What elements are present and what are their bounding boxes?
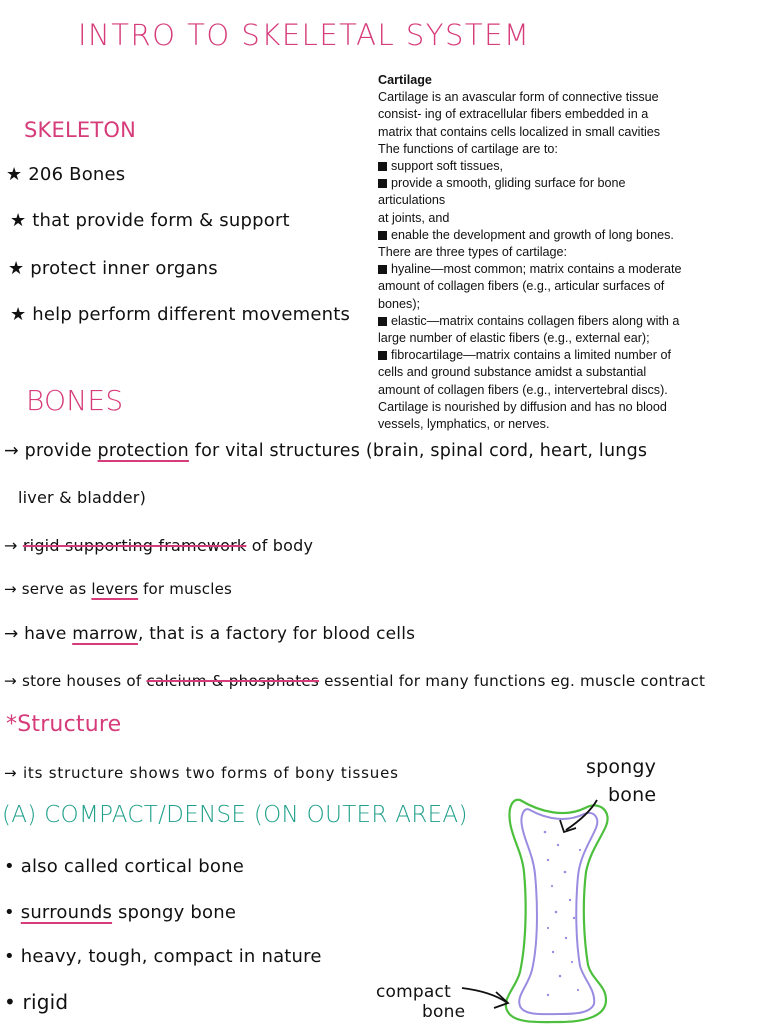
bones-heading: BONES <box>26 384 124 417</box>
compact-point-4: • rigid <box>4 990 69 1014</box>
bones-line-1-cont: liver & bladder) <box>18 488 147 507</box>
square-bullet-icon <box>378 265 387 274</box>
keyword-framework: rigid supporting framework <box>22 536 247 555</box>
cartilage-line: The functions of cartilage are to: <box>378 141 558 156</box>
keyword-marrow: marrow <box>72 624 138 644</box>
label-compact-1: compact <box>376 982 451 1002</box>
keyword-surrounds: surrounds <box>20 902 113 923</box>
label-spongy-2: bone <box>608 784 657 806</box>
square-bullet-icon <box>378 351 387 360</box>
cartilage-line: bones); <box>378 296 421 311</box>
bones-line-5: → store houses of calcium & phosphates essential for many functions eg. muscle contract <box>4 672 706 690</box>
cartilage-line: articulations <box>378 193 446 208</box>
cartilage-bullet: hyaline—most common; matrix contains a moderate <box>378 261 734 278</box>
compact-point-1: • also called cortical bone <box>4 856 244 877</box>
cartilage-line: vessels, lymphatics, or nerves. <box>378 417 550 432</box>
star-icon: ★ <box>10 304 27 325</box>
skeleton-bullet-3: ★ protect inner organs <box>8 258 218 279</box>
cartilage-line: Cartilage is an avascular form of connective tissue <box>378 90 659 105</box>
bones-line-3: → serve as levers for muscles <box>4 580 233 598</box>
spongy-arrowhead <box>560 820 576 832</box>
bones-line-4: → have marrow, that is a factory for blood cells <box>4 624 416 644</box>
cartilage-bullet: elastic—matrix contains collagen fibers along with a <box>378 313 734 330</box>
cartilage-block <box>378 72 734 433</box>
cartilage-line: at joints, and <box>378 210 450 225</box>
compact-arrow <box>462 988 506 1002</box>
page-title: INTRO TO SKELETAL SYSTEM <box>78 18 531 52</box>
cartilage-line: amount of collagen fibers (e.g., intervertebral discs). <box>378 382 668 397</box>
cartilage-bullet: enable the development and growth of long bones. <box>378 227 734 244</box>
skeleton-bullet-4: ★ help perform different movements <box>10 304 351 325</box>
cartilage-title: Cartilage <box>378 73 432 87</box>
arrow-icon: → <box>4 580 17 598</box>
cartilage-line: amount of collagen fibers (e.g., articular surfaces of <box>378 279 665 294</box>
star-icon: ★ <box>6 164 23 185</box>
cartilage-line: There are three types of cartilage: <box>378 245 568 260</box>
arrow-icon: → <box>4 536 18 555</box>
arrow-icon: → <box>4 441 19 461</box>
skeleton-heading: SKELETON <box>24 118 137 142</box>
cartilage-bullet: fibrocartilage—matrix contains a limited number of <box>378 347 734 364</box>
label-compact-2: bone <box>422 1002 466 1022</box>
cartilage-line: matrix that contains cells localized in small cavities <box>378 124 661 139</box>
square-bullet-icon <box>378 231 387 240</box>
compact-bone-outline <box>506 800 608 1022</box>
arrow-icon: → <box>4 672 17 690</box>
structure-heading: *Structure <box>6 712 122 737</box>
square-bullet-icon <box>378 162 387 171</box>
label-spongy-1: spongy <box>586 756 657 778</box>
star-icon: ★ <box>10 210 27 231</box>
cartilage-bullet: provide a smooth, gliding surface for bone <box>378 175 734 192</box>
bones-line-1: → provide protection for vital structures (brain, spinal cord, heart, lungs <box>4 441 648 461</box>
spongy-bone-region <box>519 809 597 1014</box>
square-bullet-icon <box>378 179 387 188</box>
compact-heading: (A) COMPACT/DENSE (ON OUTER AREA) <box>2 802 468 828</box>
structure-line: → its structure shows two forms of bony tissues <box>4 764 399 782</box>
cartilage-line: consist- ing of extracellular fibers embedded in a <box>378 107 649 122</box>
cartilage-line: Cartilage is nourished by diffusion and has no blood <box>378 399 667 414</box>
keyword-protection: protection <box>97 441 189 461</box>
square-bullet-icon <box>378 317 387 326</box>
star-icon: ★ <box>8 258 25 279</box>
skeleton-bullet-1: ★ 206 Bones <box>6 164 126 185</box>
compact-point-3: • heavy, tough, compact in nature <box>4 946 322 967</box>
keyword-calcium: calcium & phosphates <box>146 672 320 690</box>
arrow-icon: → <box>4 624 19 644</box>
spongy-speckles <box>544 831 581 997</box>
compact-arrowhead <box>494 992 508 1008</box>
compact-point-2: • surrounds spongy bone <box>4 902 237 923</box>
arrow-icon: → <box>4 764 18 782</box>
spongy-arrow <box>566 800 597 830</box>
cartilage-line: cells and ground substance amidst a substantial <box>378 365 647 380</box>
keyword-levers: levers <box>91 580 139 598</box>
cartilage-bullet: support soft tissues, <box>378 158 734 175</box>
cartilage-line: large number of elastic fibers (e.g., external ear); <box>378 331 650 346</box>
skeleton-bullet-2: ★ that provide form & support <box>10 210 290 231</box>
bones-line-2: → rigid supporting framework of body <box>4 536 314 555</box>
